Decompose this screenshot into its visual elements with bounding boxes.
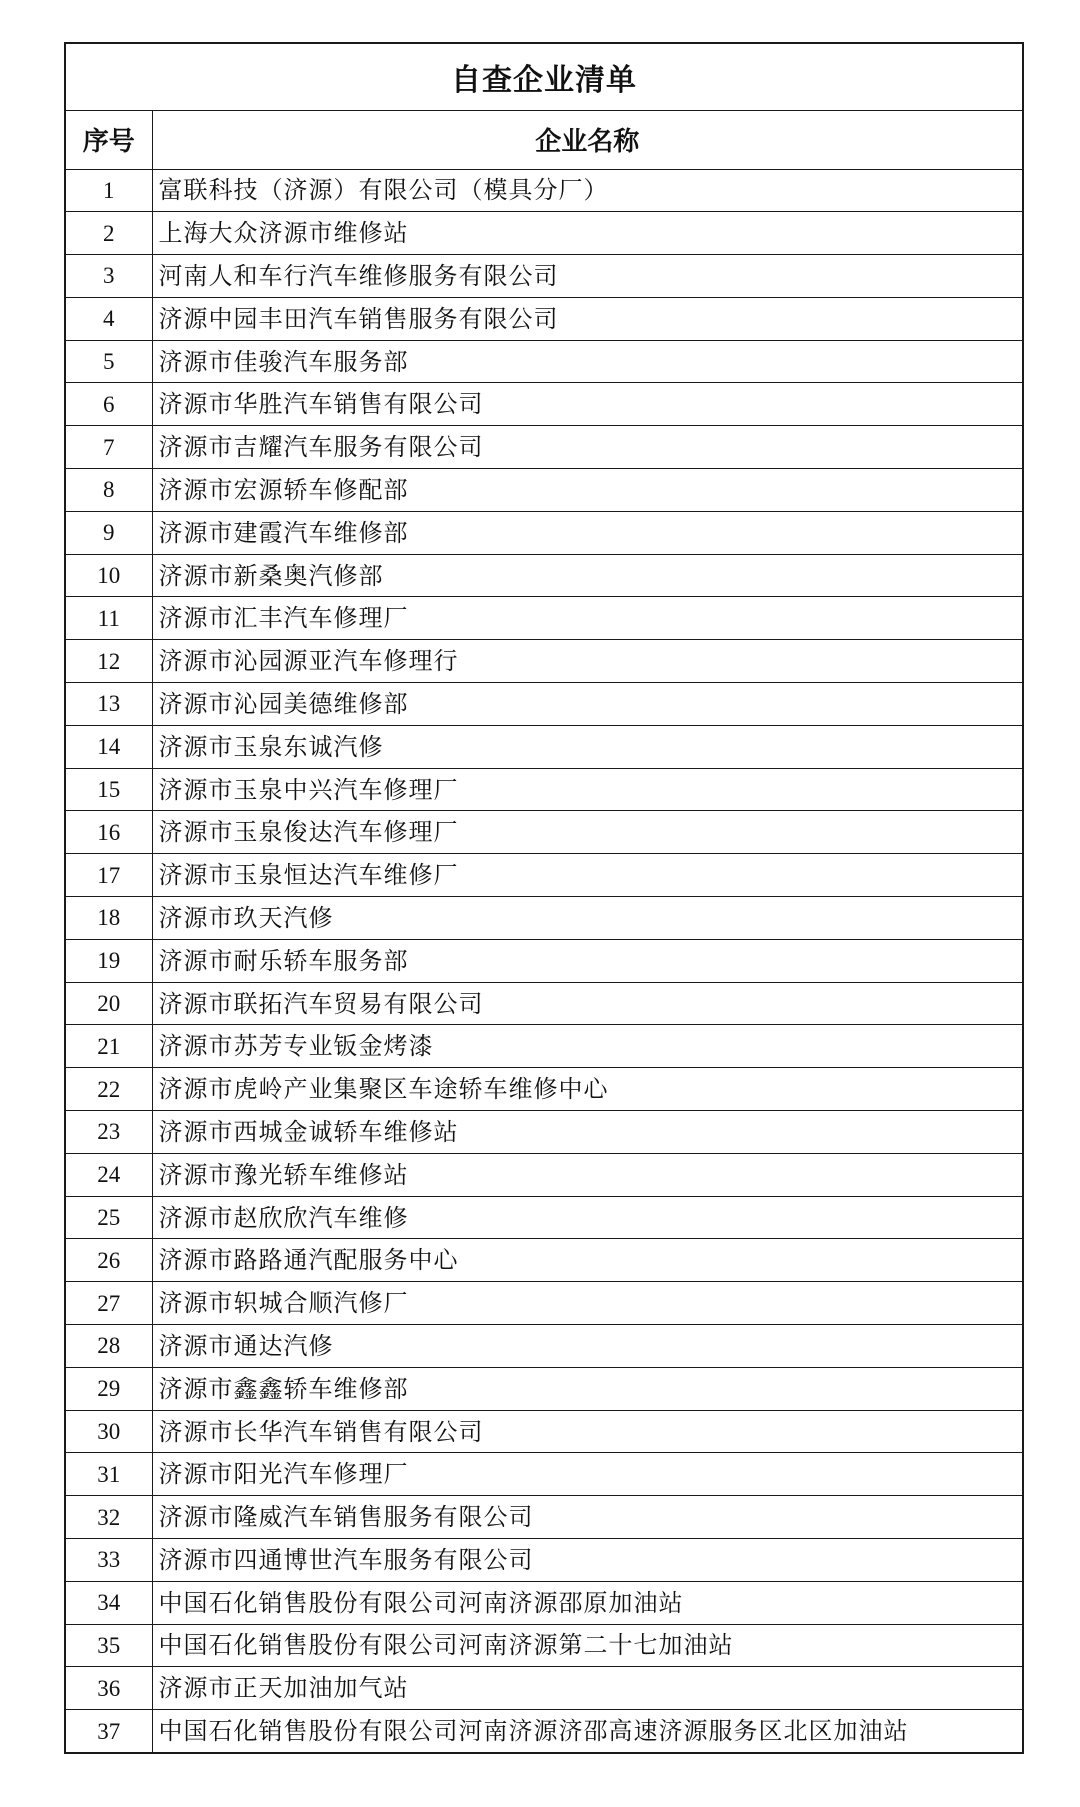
row-index: 24	[66, 1153, 152, 1196]
enterprise-name: 济源市耐乐轿车服务部	[152, 939, 1022, 982]
row-index: 16	[66, 811, 152, 854]
table-row	[66, 426, 1022, 469]
table-row	[66, 725, 1022, 768]
row-index: 7	[66, 426, 152, 469]
row-index: 2	[66, 212, 152, 255]
table-row	[66, 297, 1022, 340]
enterprise-name: 济源市佳骏汽车服务部	[152, 340, 1022, 383]
enterprise-name: 济源市联拓汽车贸易有限公司	[152, 982, 1022, 1025]
enterprise-name: 济源市长华汽车销售有限公司	[152, 1410, 1022, 1453]
enterprise-name: 富联科技（济源）有限公司（模具分厂）	[152, 169, 1022, 212]
column-header-name: 企业名称	[152, 110, 1022, 169]
enterprise-name: 济源市轵城合顺汽修厂	[152, 1282, 1022, 1325]
enterprise-name: 济源市通达汽修	[152, 1325, 1022, 1368]
table-row	[66, 982, 1022, 1025]
enterprise-name: 济源市汇丰汽车修理厂	[152, 597, 1022, 640]
row-index: 26	[66, 1239, 152, 1282]
enterprise-name: 济源市沁园美德维修部	[152, 683, 1022, 726]
row-index: 36	[66, 1667, 152, 1710]
row-index: 20	[66, 982, 152, 1025]
row-index: 13	[66, 683, 152, 726]
enterprise-name: 济源市赵欣欣汽车维修	[152, 1196, 1022, 1239]
row-index: 5	[66, 340, 152, 383]
table-body	[66, 44, 1022, 1752]
table-row	[66, 1153, 1022, 1196]
row-index: 27	[66, 1282, 152, 1325]
row-index: 32	[66, 1496, 152, 1539]
enterprise-name: 济源市玉泉东诚汽修	[152, 725, 1022, 768]
table-row	[66, 511, 1022, 554]
enterprise-name: 济源市建霞汽车维修部	[152, 511, 1022, 554]
table-row	[66, 469, 1022, 512]
enterprise-name: 中国石化销售股份有限公司河南济源邵原加油站	[152, 1581, 1022, 1624]
row-index: 12	[66, 640, 152, 683]
column-header-index: 序号	[66, 110, 152, 169]
table-row	[66, 1282, 1022, 1325]
row-index: 19	[66, 939, 152, 982]
row-index: 30	[66, 1410, 152, 1453]
table-row	[66, 897, 1022, 940]
row-index: 22	[66, 1068, 152, 1111]
table-row	[66, 1539, 1022, 1582]
row-index: 29	[66, 1367, 152, 1410]
table-row	[66, 1581, 1022, 1624]
enterprise-name: 济源市宏源轿车修配部	[152, 469, 1022, 512]
table-row	[66, 640, 1022, 683]
enterprise-name: 河南人和车行汽车维修服务有限公司	[152, 255, 1022, 298]
enterprise-name: 中国石化销售股份有限公司河南济源济邵高速济源服务区北区加油站	[152, 1710, 1022, 1753]
row-index: 21	[66, 1025, 152, 1068]
table-row	[66, 768, 1022, 811]
enterprise-name: 济源市玉泉恒达汽车维修厂	[152, 854, 1022, 897]
row-index: 4	[66, 297, 152, 340]
header-row	[66, 110, 1022, 169]
table-title: 自查企业清单	[66, 44, 1022, 110]
row-index: 37	[66, 1710, 152, 1753]
table-row	[66, 255, 1022, 298]
row-index: 8	[66, 469, 152, 512]
row-index: 3	[66, 255, 152, 298]
enterprise-name: 济源市华胜汽车销售有限公司	[152, 383, 1022, 426]
enterprise-name: 济源市玉泉俊达汽车修理厂	[152, 811, 1022, 854]
row-index: 31	[66, 1453, 152, 1496]
enterprise-name: 济源市豫光轿车维修站	[152, 1153, 1022, 1196]
row-index: 35	[66, 1624, 152, 1667]
enterprise-name: 济源市虎岭产业集聚区车途轿车维修中心	[152, 1068, 1022, 1111]
table-row	[66, 811, 1022, 854]
enterprise-name: 济源中园丰田汽车销售服务有限公司	[152, 297, 1022, 340]
enterprise-name: 济源市正天加油加气站	[152, 1667, 1022, 1710]
table-row	[66, 1624, 1022, 1667]
row-index: 14	[66, 725, 152, 768]
table-row	[66, 340, 1022, 383]
enterprise-name: 济源市沁园源亚汽车修理行	[152, 640, 1022, 683]
enterprise-name: 济源市鑫鑫轿车维修部	[152, 1367, 1022, 1410]
row-index: 9	[66, 511, 152, 554]
row-index: 6	[66, 383, 152, 426]
table-row	[66, 1196, 1022, 1239]
enterprise-name: 济源市玉泉中兴汽车修理厂	[152, 768, 1022, 811]
row-index: 25	[66, 1196, 152, 1239]
enterprise-name: 济源市新桑奥汽修部	[152, 554, 1022, 597]
enterprise-name: 济源市苏芳专业钣金烤漆	[152, 1025, 1022, 1068]
table-row	[66, 1325, 1022, 1368]
table-row	[66, 1025, 1022, 1068]
enterprise-name: 济源市四通博世汽车服务有限公司	[152, 1539, 1022, 1582]
table-row	[66, 939, 1022, 982]
enterprise-list-sheet	[64, 42, 1024, 1754]
enterprise-name: 济源市阳光汽车修理厂	[152, 1453, 1022, 1496]
table-row	[66, 1453, 1022, 1496]
row-index: 34	[66, 1581, 152, 1624]
table-row	[66, 597, 1022, 640]
row-index: 10	[66, 554, 152, 597]
table-row	[66, 1239, 1022, 1282]
enterprise-name: 济源市隆威汽车销售服务有限公司	[152, 1496, 1022, 1539]
table-row	[66, 554, 1022, 597]
enterprise-name: 济源市玖天汽修	[152, 897, 1022, 940]
row-index: 18	[66, 897, 152, 940]
table-row	[66, 1496, 1022, 1539]
table-row	[66, 1710, 1022, 1753]
title-row	[66, 44, 1022, 110]
table-row	[66, 683, 1022, 726]
row-index: 17	[66, 854, 152, 897]
row-index: 11	[66, 597, 152, 640]
enterprise-name: 济源市吉耀汽车服务有限公司	[152, 426, 1022, 469]
table-row	[66, 1111, 1022, 1154]
enterprise-name: 中国石化销售股份有限公司河南济源第二十七加油站	[152, 1624, 1022, 1667]
enterprise-name: 济源市西城金诚轿车维修站	[152, 1111, 1022, 1154]
row-index: 23	[66, 1111, 152, 1154]
row-index: 15	[66, 768, 152, 811]
row-index: 28	[66, 1325, 152, 1368]
table-row	[66, 1410, 1022, 1453]
enterprise-name: 济源市路路通汽配服务中心	[152, 1239, 1022, 1282]
table-row	[66, 1068, 1022, 1111]
row-index: 33	[66, 1539, 152, 1582]
table-row	[66, 1367, 1022, 1410]
table-row	[66, 1667, 1022, 1710]
row-index: 1	[66, 169, 152, 212]
table-row	[66, 383, 1022, 426]
enterprise-name: 上海大众济源市维修站	[152, 212, 1022, 255]
enterprise-table	[66, 44, 1022, 1752]
table-row	[66, 212, 1022, 255]
table-row	[66, 854, 1022, 897]
table-row	[66, 169, 1022, 212]
